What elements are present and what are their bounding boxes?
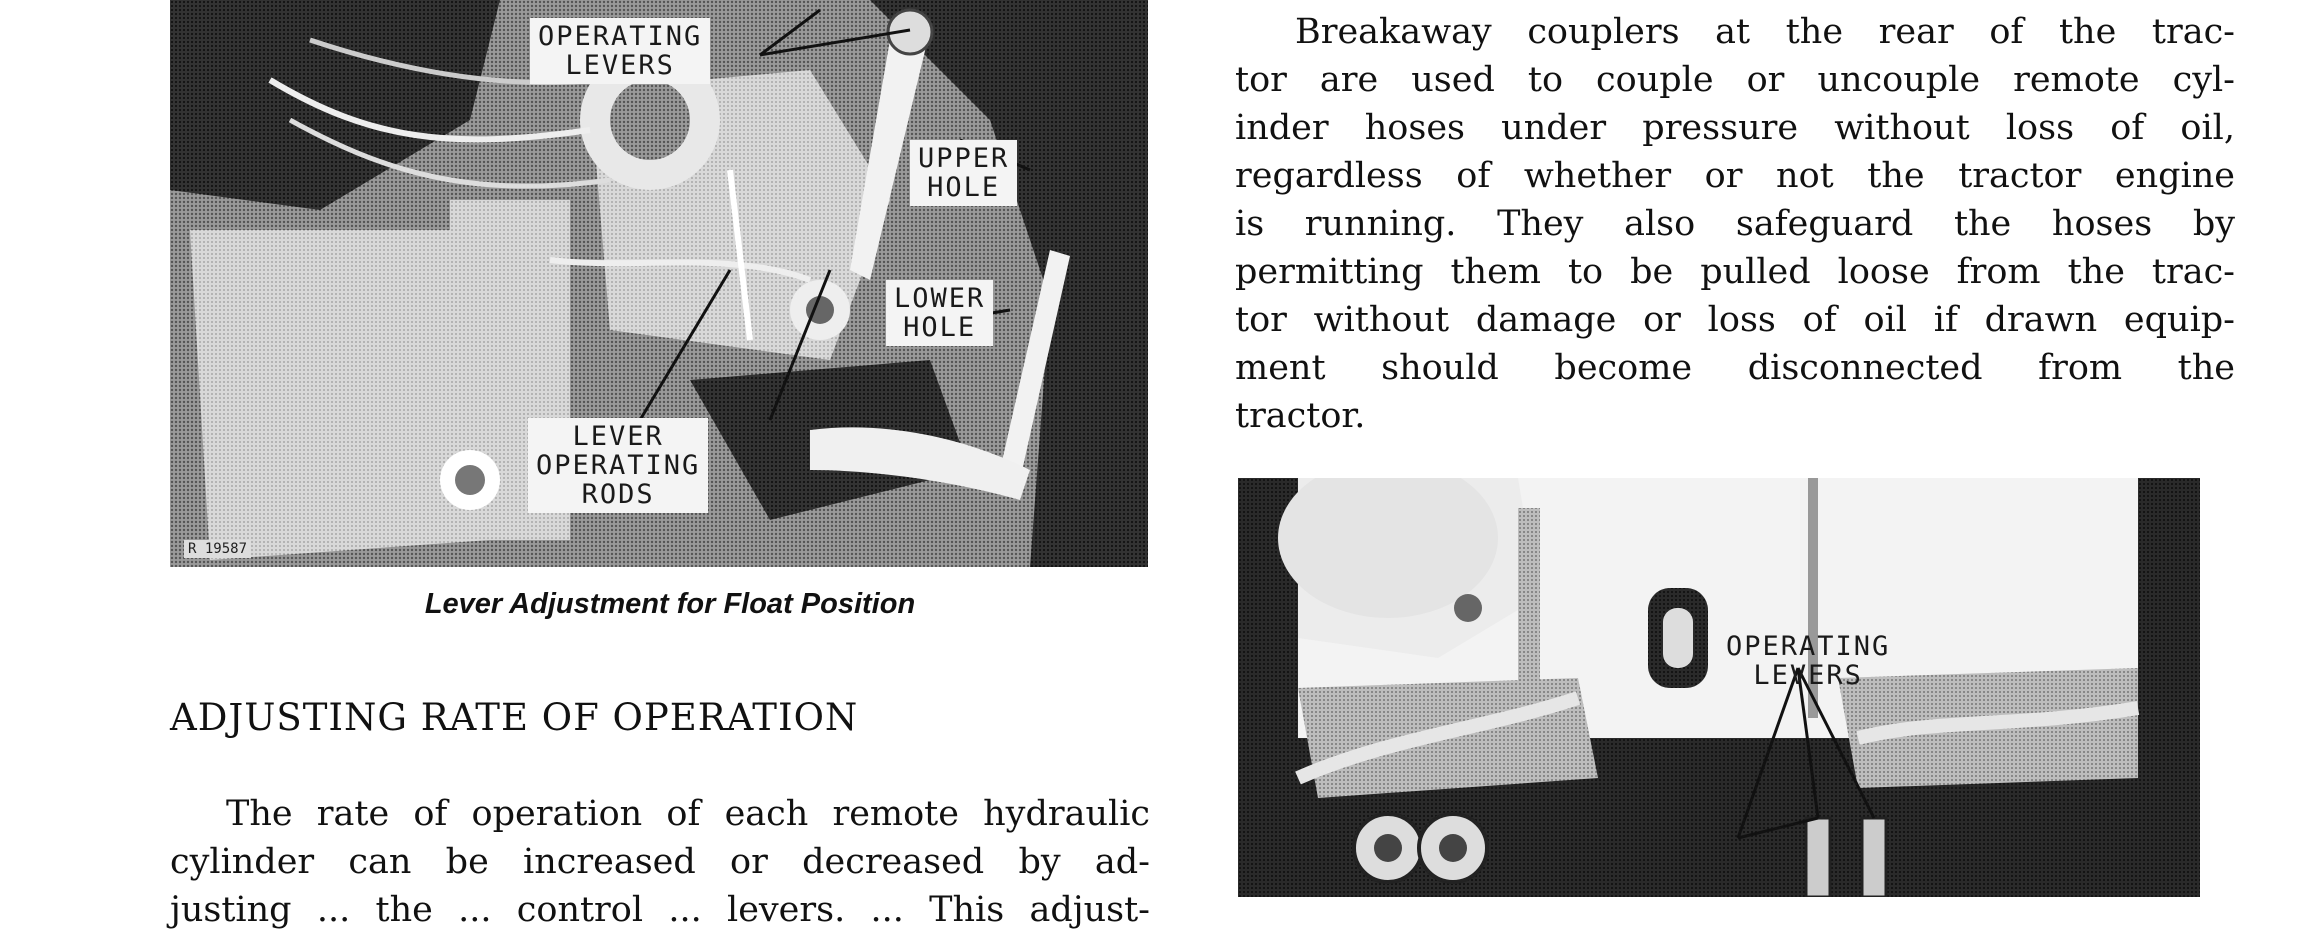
operating-levers-callout: OPERATING LEVERS <box>530 18 710 84</box>
text-line: The rate of operation of each remote hydraulic <box>226 794 1150 834</box>
text-line: inder hoses under pressure without loss of oil, <box>1235 108 2235 148</box>
photo-number: R 19587 <box>184 540 251 558</box>
text-line: is running. They also safeguard the hoses by <box>1235 204 2235 244</box>
text-line: Breakaway couplers at the rear of the trac- <box>1295 12 2235 52</box>
text-line: ment should become disconnected from the <box>1235 348 2235 388</box>
text-line: regardless of whether or not the tractor engine <box>1235 156 2235 196</box>
left-paragraph <box>170 790 1150 934</box>
lever-adjustment-photo <box>170 0 1148 567</box>
operating-levers-callout-right: OPERATING LEVERS <box>1726 631 1891 691</box>
breakaway-couplers-photo <box>1238 478 2200 897</box>
text-line: justing ... the ... control ... levers. ... This adjust- <box>170 890 1150 930</box>
text-line: tor are used to couple or uncouple remote cyl- <box>1235 60 2235 100</box>
lever-operating-rods-callout: LEVER OPERATING RODS <box>528 418 708 513</box>
upper-hole-callout: UPPER HOLE <box>910 140 1017 206</box>
text-line: permitting them to be pulled loose from the trac- <box>1235 252 2235 292</box>
right-paragraph <box>1235 8 2235 440</box>
section-heading: ADJUSTING RATE OF OPERATION <box>170 696 859 739</box>
text-line: tractor. <box>1235 396 1366 436</box>
text-line: cylinder can be increased or decreased by ad- <box>170 842 1150 882</box>
lower-hole-callout: LOWER HOLE <box>886 280 993 346</box>
figure-caption: Lever Adjustment for Float Position <box>424 588 916 620</box>
text-line: tor without damage or loss of oil if drawn equip- <box>1235 300 2235 340</box>
